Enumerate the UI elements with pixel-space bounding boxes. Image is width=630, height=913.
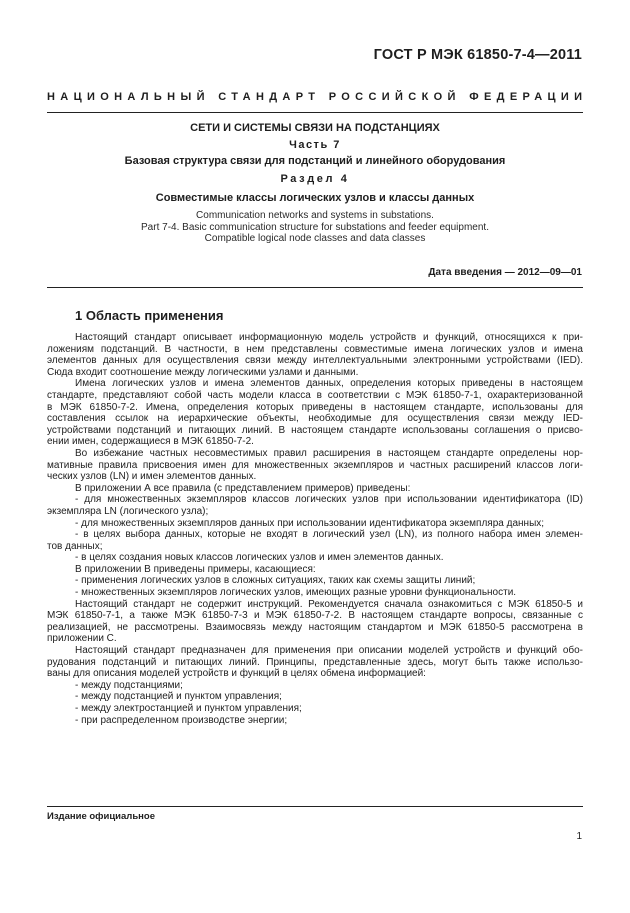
body-line: составления ссылок на иерархические объекты, необходимые для осуществления связи между IED- xyxy=(47,413,583,425)
body-line: - множественных экземпляров логических узлов, имеющих разные уровни функциональности. xyxy=(75,587,517,599)
title-divider xyxy=(47,287,583,288)
part-title: Базовая структура связи для подстанций и линейного оборудования xyxy=(124,155,506,167)
body-line: в МЭК 61850-7-2. Имена, определения которых приведены в настоящем стандарте, использованы для xyxy=(47,401,583,413)
standard-number: ГОСТ Р МЭК 61850-7-4—2011 xyxy=(373,47,582,63)
body-line: - между подстанциями; xyxy=(75,679,183,691)
body-line: МЭК 61850-7-1, а также МЭК 61850-7-3 и МЭК 61850-7-2. В настоящем стандарте вопросы, связанные с xyxy=(47,610,583,622)
body-line: - в целях выбора данных, которые не входят в логический узел (LN), из полного набора имен элемен- xyxy=(75,529,583,541)
document-title: СЕТИ И СИСТЕМЫ СВЯЗИ НА ПОДСТАНЦИЯХ xyxy=(190,122,440,134)
body-line: элементов данных для осуществления связи между интеллектуальными электронными устройствами (IED). xyxy=(47,355,583,367)
body-text xyxy=(47,332,583,726)
body-line: тов данных; xyxy=(47,540,103,552)
body-line: экземпляра LN (логического узла); xyxy=(47,505,209,517)
body-line: ческих узлов (LN) и имен элементов данных. xyxy=(47,471,257,483)
body-line: В приложении В приведены примеры, касающиеся: xyxy=(75,563,316,575)
header-divider xyxy=(47,112,583,113)
body-line: ваны для описания моделей устройств и функций в целях обмена информацией: xyxy=(47,668,426,680)
body-line: ложениям подстанций. В частности, в нем представлены совместимые имена логических узлов и имена xyxy=(47,343,583,355)
body-line: В приложении А все правила (с представлением примеров) приведены: xyxy=(75,482,411,494)
body-line: приложении С. xyxy=(47,633,117,645)
body-line: Во избежание частных несовместимых правил расширения в настоящем стандарте определены нор- xyxy=(75,447,583,459)
body-line: - между электростанцией и пунктом управления; xyxy=(75,703,302,714)
body-line: устройствами подстанций и питающих линий. В настоящем стандарте использованы соглашения о присво- xyxy=(47,424,583,436)
body-line: - в целях создания новых классов логических узлов и имен элементов данных. xyxy=(75,552,444,564)
section-title: Совместимые классы логических узлов и классы данных xyxy=(155,192,475,204)
section-heading: 1 Область применения xyxy=(75,308,224,323)
body-line: - для множественных экземпляров данных при использовании идентификатора экземпляра данных; xyxy=(75,517,545,529)
body-line: мативные правила присвоения имен для множественных экземпляров и частных расширений классов логи- xyxy=(47,459,583,471)
english-title-line: Communication networks and systems in substations. xyxy=(196,210,434,221)
body-line: Настоящий стандарт предназначен для применения при описании моделей устройств и функций обо- xyxy=(75,645,583,657)
body-line: Сюда входит соотношение между логическими узлами и данными. xyxy=(47,366,359,378)
part-label: Часть 7 xyxy=(289,139,341,151)
body-line: Настоящий стандарт описывает информационную модель устройств и функций, относящихся к при- xyxy=(75,332,583,343)
introduction-date: Дата введения — 2012—09—01 xyxy=(428,267,582,278)
body-line: - между подстанцией и пунктом управления; xyxy=(75,691,282,703)
body-line: - для множественных экземпляров классов логических узлов при использовании идентификатора (ID) xyxy=(75,494,583,506)
edition-label: Издание официальное xyxy=(47,811,155,822)
english-title-line: Part 7-4. Basic communication structure for substations and feeder equipment. xyxy=(141,221,489,233)
body-line: стандарте, представляют собой часть модели класса в соответствии с МЭК 61850-7-1, охарактеризованной xyxy=(47,389,583,401)
national-standard-banner: НАЦИОНАЛЬНЫЙ СТАНДАРТ РОССИЙСКОЙ ФЕДЕРАЦИИ xyxy=(47,91,588,103)
body-line: - при распределенном производстве энергии; xyxy=(75,714,288,726)
section-label: Раздел 4 xyxy=(280,173,350,185)
english-title-line: Compatible logical node classes and data classes xyxy=(204,233,426,244)
body-line: реализацией, не рассмотрены. Взаимосвязь между настоящим стандартом и МЭК 61850-5 рассмотрена в xyxy=(47,621,583,633)
body-line: - применения логических узлов в сложных ситуациях, таких как схемы защиты линий; xyxy=(75,575,476,587)
body-line: Настоящий стандарт не содержит инструкций. Рекомендуется сначала ознакомиться с МЭК 61850-5 и xyxy=(75,598,583,610)
footer-divider xyxy=(47,806,583,807)
body-line: ении имен, содержащиеся в МЭК 61850-7-2. xyxy=(47,436,254,448)
body-line: рудования подстанций и питающих линий. Принципы, представленные здесь, могут быть также использо- xyxy=(47,656,583,668)
body-line: Имена логических узлов и имена элементов данных, определения которых приведены в настоящем xyxy=(75,378,583,390)
page-number: 1 xyxy=(576,831,582,842)
